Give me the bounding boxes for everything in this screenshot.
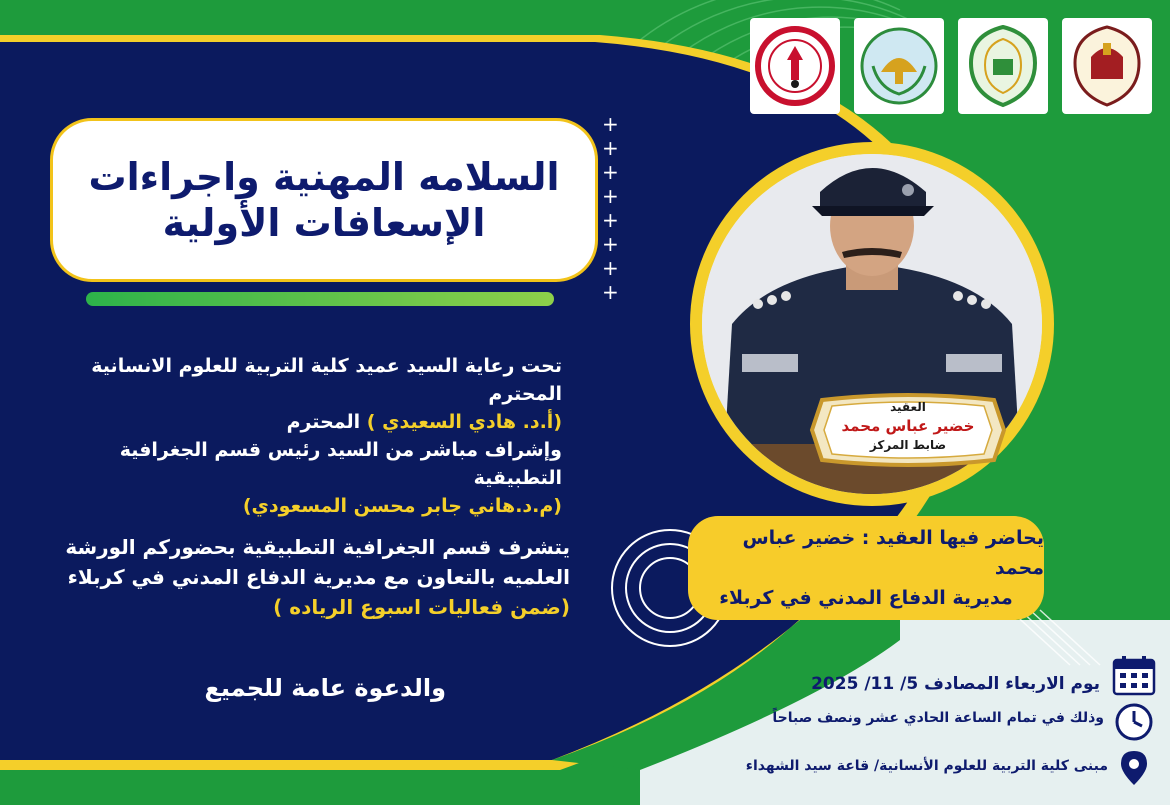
invitation-line-2: العلميه بالتعاون مع مديرية الدفاع المدني في كربلاء [67, 565, 570, 589]
clock-icon [1114, 702, 1154, 742]
patronage-block [30, 352, 562, 520]
logo-row [750, 18, 1152, 114]
ministry-logo [854, 18, 944, 114]
speaker-line-1: يحاضر فيها العقيد : خضير عباس محمد [742, 527, 1044, 579]
title-line-2: الإسعافات الأولية [162, 201, 486, 245]
invitation-line-1: يتشرف قسم الجغرافية التطبيقية بحضوركم الورشة [65, 535, 570, 559]
badge-position: ضابط المركز [869, 438, 947, 452]
civil-defense-logo [750, 18, 840, 114]
speaker-box [688, 516, 1044, 620]
dean-name: (أ.د. هادي السعيدي ) [366, 411, 562, 433]
event-time: وذلك في تمام الساعة الحادي عشر ونصف صباحاً [772, 710, 1104, 726]
location-pin-icon [1120, 750, 1148, 786]
dean-suffix: المحترم [286, 411, 367, 433]
event-date: يوم الاربعاء المصادف 5/ 11/ 2025 [811, 674, 1100, 694]
title-line-1: السلامه المهنية واجراءات [88, 155, 560, 199]
plus-decoration: + + + + + + + + [602, 112, 649, 304]
patronage-line-3: وإشراف مباشر من السيد رئيس قسم الجغرافية التطبيقية [119, 439, 562, 489]
name-plate [808, 392, 1008, 468]
speaker-line-2: مديرية الدفاع المدني في كربلاء [719, 587, 1013, 609]
calendar-icon [1112, 656, 1156, 696]
divider-bar [86, 292, 554, 306]
event-location: مبنى كلية التربية للعلوم الأنسانية/ قاعة سيد الشهداء [745, 758, 1108, 774]
badge-name: خضير عباس محمد [841, 417, 975, 435]
patronage-line-1: تحت رعاية السيد عميد كلية التربية للعلوم الانسانية المحترم [91, 355, 562, 405]
title-box [50, 118, 598, 282]
college-logo [958, 18, 1048, 114]
patronage-line-2 [30, 408, 562, 436]
invitation-block [30, 532, 570, 622]
university-logo [1062, 18, 1152, 114]
invitation-line-3: (ضمن فعاليات اسبوع الرياده ) [273, 595, 570, 619]
general-invitation: والدعوة عامة للجميع [204, 674, 446, 702]
badge-rank: العقيد [890, 400, 926, 414]
head-name: (م.د.هاني جابر محسن المسعودي) [242, 495, 562, 517]
